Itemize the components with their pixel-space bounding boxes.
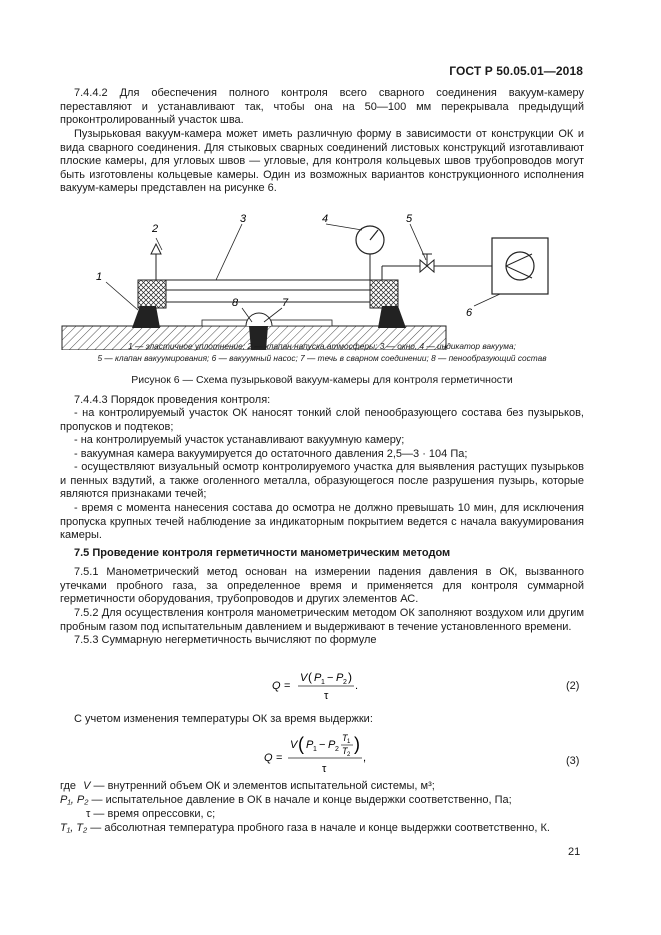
svg-text:Q: Q xyxy=(264,752,273,764)
def-p: — испытательное давление в ОК в начале и конце выдержки соответственно, Па; xyxy=(91,794,512,806)
paragraph-temperature: С учетом изменения температуры ОК за время выдержки: xyxy=(74,713,373,725)
where-line-p xyxy=(60,794,512,808)
figure-legend-2: 5 — клапан вакуумирования; 6 — вакуумный насос; 7 — течь в сварном соединении; 8 — пенообразующий состав xyxy=(97,353,547,363)
svg-text:Q: Q xyxy=(272,680,281,692)
def-tau: — время опрессовки, с; xyxy=(93,808,216,820)
paragraph-753: 7.5.3 Суммарную негерметичность вычисляют по формуле xyxy=(74,634,377,646)
paragraph-7443-title: 7.4.4.3 Порядок проведения контроля: xyxy=(74,394,271,406)
callout-7: 7 xyxy=(282,297,289,309)
svg-text:τ: τ xyxy=(322,763,327,775)
where-line-tau xyxy=(86,808,215,822)
right-wall xyxy=(370,280,398,308)
equation-3-number: (3) xyxy=(566,755,580,767)
where-line-t xyxy=(60,822,550,836)
procedure-item-5: - время с момента нанесения состава до осмотра не должно превышать 10 мин, для исключения пропуска крупных течей наблюдение за индикаторным покрытием ведется с начала вакуумирования камеры. xyxy=(60,502,584,542)
svg-text:.: . xyxy=(355,680,359,692)
paragraph-7442-1: 7.4.4.2 Для обеспечения полного контроля всего сварного соединения вакуум-камеру переставляют и устанавливают так, чтобы она на 50—100 мм перекрывала предыдущий проконтролированный участок шва. xyxy=(60,87,584,127)
paragraph-751: 7.5.1 Манометрический метод основан на измерении падения давления в ОК, вызванного утечками пробного газа, за определенное время и применяется для контроля суммарной герметичности оборудования, трубопроводов и других элементов АС. xyxy=(60,566,584,606)
figure-caption: Рисунок 6 — Схема пузырьковой вакуум-камеры для контроля герметичности xyxy=(131,374,513,386)
svg-text:V: V xyxy=(290,739,298,751)
def-v: — внутренний объем ОК и элементов испытательной системы, м³; xyxy=(93,780,435,792)
callout-3: 3 xyxy=(240,213,247,225)
where-lead: где xyxy=(60,780,77,792)
svg-text:T: T xyxy=(342,746,348,756)
section-75-heading: 7.5 Проведение контроля герметичности манометрическим методом xyxy=(74,547,451,559)
svg-text:T: T xyxy=(342,733,348,743)
equation-3 xyxy=(262,730,392,780)
svg-text:1: 1 xyxy=(321,679,325,686)
right-seal xyxy=(378,306,406,328)
figure-legend-1: 1 — эластичное уплотнение; 2 — клапан напуска атмосферы; 3 — окно, 4 — индикатор вакуума; xyxy=(128,341,516,351)
svg-text:,: , xyxy=(363,752,367,764)
svg-text:1: 1 xyxy=(313,746,317,753)
svg-text:P: P xyxy=(314,672,322,684)
svg-text:): ) xyxy=(348,670,352,684)
vacuum-chamber-diagram xyxy=(56,210,576,350)
page-number: 21 xyxy=(568,846,581,858)
callout-5: 5 xyxy=(406,213,413,225)
svg-text:P: P xyxy=(328,739,336,751)
procedure-item-1: - на контролируемый участок ОК наносят тонкий слой пенообразующего состава без пузырьков, пропусков и подтеков; xyxy=(60,407,584,433)
callout-2: 2 xyxy=(152,223,159,235)
svg-text:P: P xyxy=(336,672,344,684)
procedure-item-2: - на контролируемый участок устанавливают вакуумную камеру; xyxy=(74,434,405,446)
svg-text:(: ( xyxy=(308,670,312,684)
svg-text:2: 2 xyxy=(347,752,351,758)
svg-text:(: ( xyxy=(298,734,304,754)
def-t: — абсолютная температура пробного газа в начале и конце выдержки соответственно, К. xyxy=(90,822,550,834)
chamber-inner xyxy=(166,290,370,302)
left-wall xyxy=(138,280,166,308)
where-block xyxy=(60,780,435,794)
svg-text:): ) xyxy=(354,734,360,754)
paragraph-752: 7.5.2 Для осуществления контроля манометрическим методом ОК заполняют воздухом или другим пробным газом под испытательным давлением и выдерживают в течение установленного времени. xyxy=(60,607,584,633)
svg-text:P: P xyxy=(306,739,314,751)
symbol-v: V xyxy=(83,780,91,792)
procedure-item-3: - вакуумная камера вакуумируется до остаточного давления 2,5—3 · 104 Па; xyxy=(74,448,468,460)
svg-text:2: 2 xyxy=(335,746,339,753)
callout-8: 8 xyxy=(232,297,239,309)
left-seal xyxy=(132,306,160,328)
equation-2 xyxy=(270,665,380,709)
svg-text:=: = xyxy=(284,680,291,692)
symbol-p: P₁, P₂ xyxy=(60,794,89,806)
svg-text:−: − xyxy=(327,672,334,684)
paragraph-7442-2: Пузырьковая вакуум-камера может иметь различную форму в зависимости от конструкции ОК и вида сварного соединения. Для стыковых сварных соединений листовых конструкций изготавливают плоские камеры, для угловых швов — угловые, для контроля кольцевых швов трубопроводов могут быть изготовлены кольцевые камеры. Один из возможных вариантов конструкционного исполнения вакуум-камеры представлен на рисунке 6. xyxy=(60,128,584,195)
svg-text:2: 2 xyxy=(343,679,347,686)
procedure-item-4: - осуществляют визуальный осмотр контролируемого участка для выявления растущих пузырьков и пенных вздутий, а также оголенного металла, образующегося после разрушения пузырь, которые являются признаками течей; xyxy=(60,461,584,501)
callout-6: 6 xyxy=(466,307,473,319)
svg-text:=: = xyxy=(276,752,283,764)
symbol-t: T₁, T₂ xyxy=(60,822,88,834)
document-header: ГОСТ Р 50.05.01—2018 xyxy=(449,64,583,78)
symbol-tau: τ xyxy=(86,808,91,820)
callout-1: 1 xyxy=(96,271,103,283)
svg-text:−: − xyxy=(319,739,326,751)
callout-4: 4 xyxy=(322,213,329,225)
svg-text:τ: τ xyxy=(324,690,329,702)
equation-2-number: (2) xyxy=(566,680,580,692)
svg-text:1: 1 xyxy=(347,739,351,745)
window xyxy=(166,280,370,290)
svg-text:V: V xyxy=(300,672,308,684)
